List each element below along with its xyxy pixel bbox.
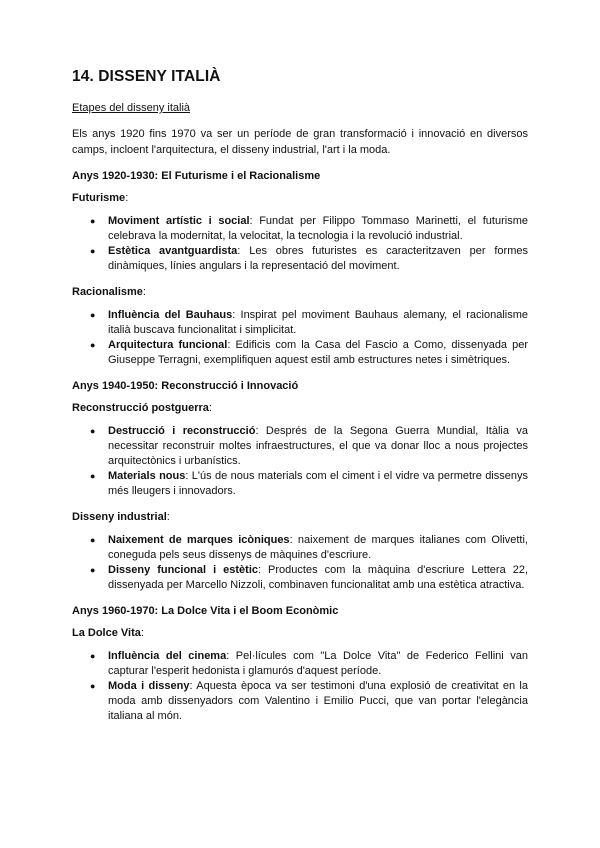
bullet-list <box>72 533 528 593</box>
page-title: 14. DISSENY ITALIÀ <box>72 68 221 85</box>
list-item: ● Arquitectura funcional: Edificis com la Casa del Fascio a Como, dissenyada per Giuseppe Terragni, exemplifiquen aquest estil amb estructures netes i simètriques. <box>90 339 529 366</box>
bullet-icon: ● <box>90 246 96 256</box>
bullet-icon: ● <box>90 310 96 320</box>
bullet-icon: ● <box>90 216 96 226</box>
bullet-list <box>72 424 528 499</box>
category-heading: Reconstrucció postguerra: <box>72 402 212 414</box>
period-heading: Anys 1920-1930: El Futurisme i el Racionalisme <box>72 170 321 182</box>
bullet-icon: ● <box>90 471 96 481</box>
bullet-icon: ● <box>90 565 96 575</box>
bullet-icon: ● <box>90 340 96 350</box>
list-item: ● Estètica avantguardista: Les obres futuristes es caracteritzaven per formes dinàmiques, línies angulars i la representació del moviment. <box>90 245 528 272</box>
category-heading: La Dolce Vita: <box>72 627 144 639</box>
period-heading: Anys 1940-1950: Reconstrucció i Innovació <box>72 380 299 392</box>
bullet-icon: ● <box>90 426 96 436</box>
bullet-list <box>72 308 528 368</box>
list-item: ● Moviment artístic i social: Fundat per Filippo Tommaso Marinetti, el futurisme celebrava la modernitat, la velocitat, la tecnologia i la revolució industrial. <box>90 215 528 242</box>
list-item: ● Disseny funcional i estètic: Productes com la màquina d'escriure Lettera 22, dissenyada per Marcello Nizzoli, combinaven funcionalitat amb una estètica atractiva. <box>90 564 528 591</box>
period-heading: Anys 1960-1970: La Dolce Vita i el Boom Econòmic <box>72 605 339 617</box>
category-heading: Futurisme: <box>72 192 129 204</box>
category-heading: Disseny industrial: <box>72 511 170 523</box>
bullet-icon: ● <box>90 681 96 691</box>
document-page <box>72 68 528 736</box>
category-heading: Racionalisme: <box>72 286 146 298</box>
list-item: ● Materials nous: L'ús de nous materials com el ciment i el vidre va permetre dissenys més lleugers i innovadors. <box>90 470 528 497</box>
section-subtitle: Etapes del disseny italià <box>72 102 191 114</box>
list-item: ● Naixement de marques icòniques: naixement de marques italianes com Olivetti, coneguda pels seus dissenys de màquines d'escriure. <box>90 534 528 561</box>
bullet-icon: ● <box>90 651 96 661</box>
list-item: ● Influència del cinema: Pel·lícules com "La Dolce Vita" de Federico Fellini van capturar l'esperit hedonista i glamurós d'aquest període. <box>90 650 528 677</box>
bullet-icon: ● <box>90 535 96 545</box>
list-item: ● Moda i disseny: Aquesta època va ser testimoni d'una explosió de creativitat en la moda amb dissenyadors com Valentino i Emilio Pucci, que van portar l'elegància italiana al món. <box>90 680 528 722</box>
intro-paragraph: Els anys 1920 fins 1970 va ser un període de gran transformació i innovació en diversos camps, incloent l'arquitectura, el disseny industrial, l'art i la moda. <box>72 128 528 156</box>
bullet-list <box>72 214 528 274</box>
bullet-list <box>72 649 528 724</box>
list-item: ● Destrucció i reconstrucció: Després de la Segona Guerra Mundial, Itàlia va necessitar reconstruir moltes infraestructures, el que va donar lloc a nous projectes arquitectònics i urbanístics. <box>90 425 528 467</box>
list-item: ● Influència del Bauhaus: Inspirat pel moviment Bauhaus alemany, el racionalisme italià buscava funcionalitat i simplicitat. <box>90 309 528 336</box>
